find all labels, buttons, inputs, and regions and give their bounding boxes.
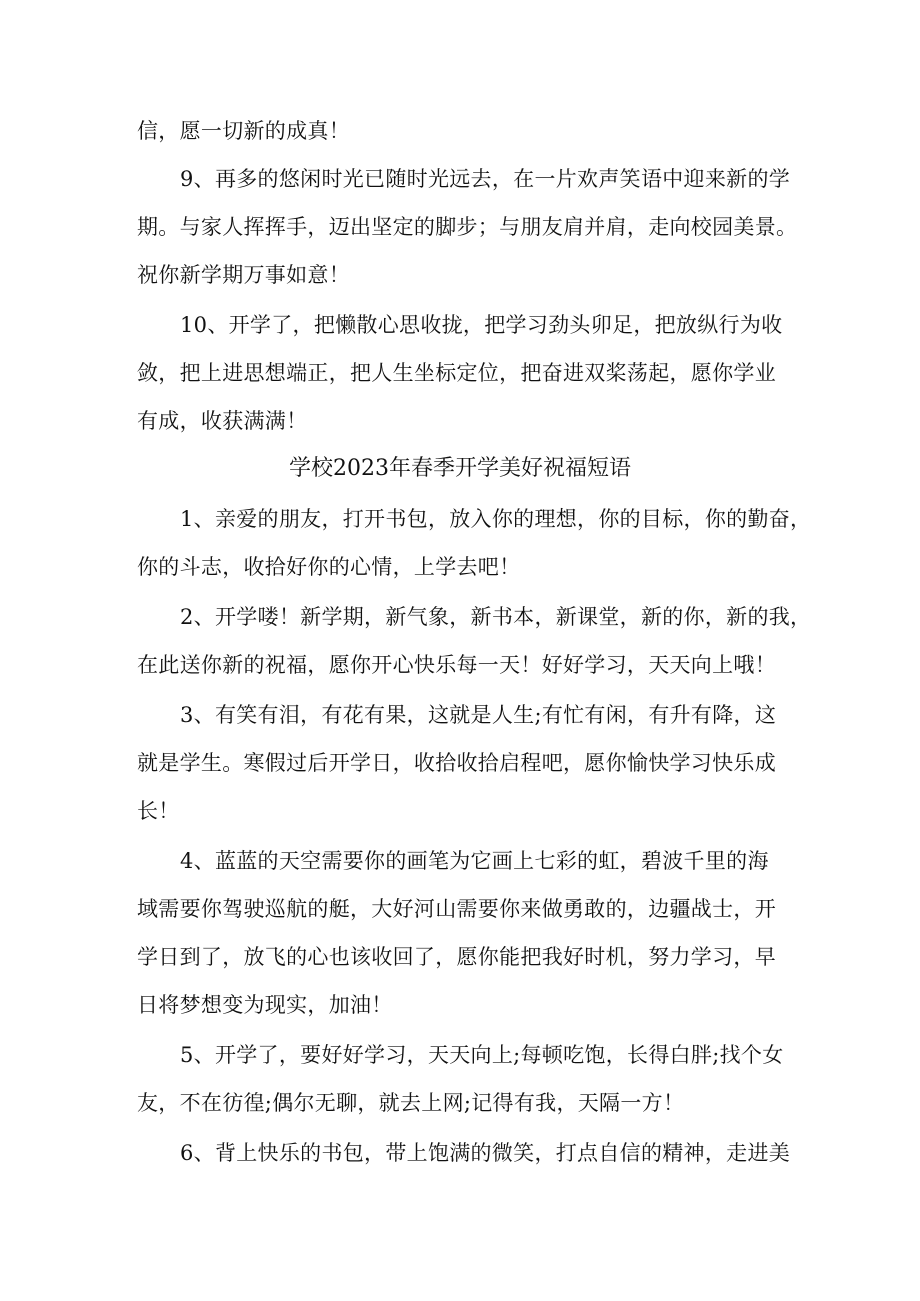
paragraph-line: 你的斗志，收拾好你的心情，上学去吧！ bbox=[137, 555, 521, 579]
paragraph-line: 信，愿一切新的成真！ bbox=[137, 119, 350, 143]
paragraph-line: 祝你新学期万事如意！ bbox=[137, 263, 350, 287]
paragraph-line: 日将梦想变为现实，加油！ bbox=[137, 993, 393, 1017]
section-title: 学校2023年春季开学美好祝福短语 bbox=[289, 456, 631, 481]
paragraph-line: 10、开学了，把懒散心思收拢，把学习劲头卯足，把放纵行为收 bbox=[180, 313, 783, 337]
paragraph-line: 5、开学了，要好好学习，天天向上;每顿吃饱，长得白胖;找个女 bbox=[180, 1043, 784, 1067]
paragraph-line: 敛，把上进思想端正，把人生坐标定位，把奋进双桨荡起，愿你学业 bbox=[137, 361, 776, 385]
paragraph-line: 长！ bbox=[137, 799, 180, 823]
paragraph-line: 就是学生。寒假过后开学日，收拾收拾启程吧，愿你愉快学习快乐成 bbox=[137, 751, 776, 775]
paragraph-line: 2、开学喽！新学期，新气象，新书本，新课堂，新的你，新的我， bbox=[180, 605, 812, 629]
paragraph-line: 有成，收获满满！ bbox=[137, 409, 308, 433]
paragraph-line: 6、背上快乐的书包，带上饱满的微笑，打点自信的精神，走进美 bbox=[180, 1141, 791, 1165]
paragraph-line: 学日到了，放飞的心也该收回了，愿你能把我好时机，努力学习，早 bbox=[137, 945, 776, 969]
paragraph-line: 在此送你新的祝福，愿你开心快乐每一天！好好学习，天天向上哦！ bbox=[137, 653, 776, 677]
paragraph-line: 域需要你驾驶巡航的艇，大好河山需要你来做勇敢的，边疆战士，开 bbox=[137, 897, 776, 921]
paragraph-line: 9、再多的悠闲时光已随时光远去，在一片欢声笑语中迎来新的学 bbox=[180, 167, 791, 191]
paragraph-line: 4、蓝蓝的天空需要你的画笔为它画上七彩的虹，碧波千里的海 bbox=[180, 849, 769, 873]
paragraph-line: 3、有笑有泪，有花有果，这就是人生;有忙有闲，有升有降，这 bbox=[180, 703, 777, 727]
paragraph-line: 1、亲爱的朋友，打开书包，放入你的理想，你的目标，你的勤奋， bbox=[180, 507, 812, 531]
paragraph-line: 友，不在彷徨;偶尔无聊，就去上网;记得有我，天隔一方！ bbox=[137, 1091, 685, 1115]
paragraph-line: 期。与家人挥挥手，迈出坚定的脚步；与朋友肩并肩，走向校园美景。 bbox=[137, 215, 798, 239]
